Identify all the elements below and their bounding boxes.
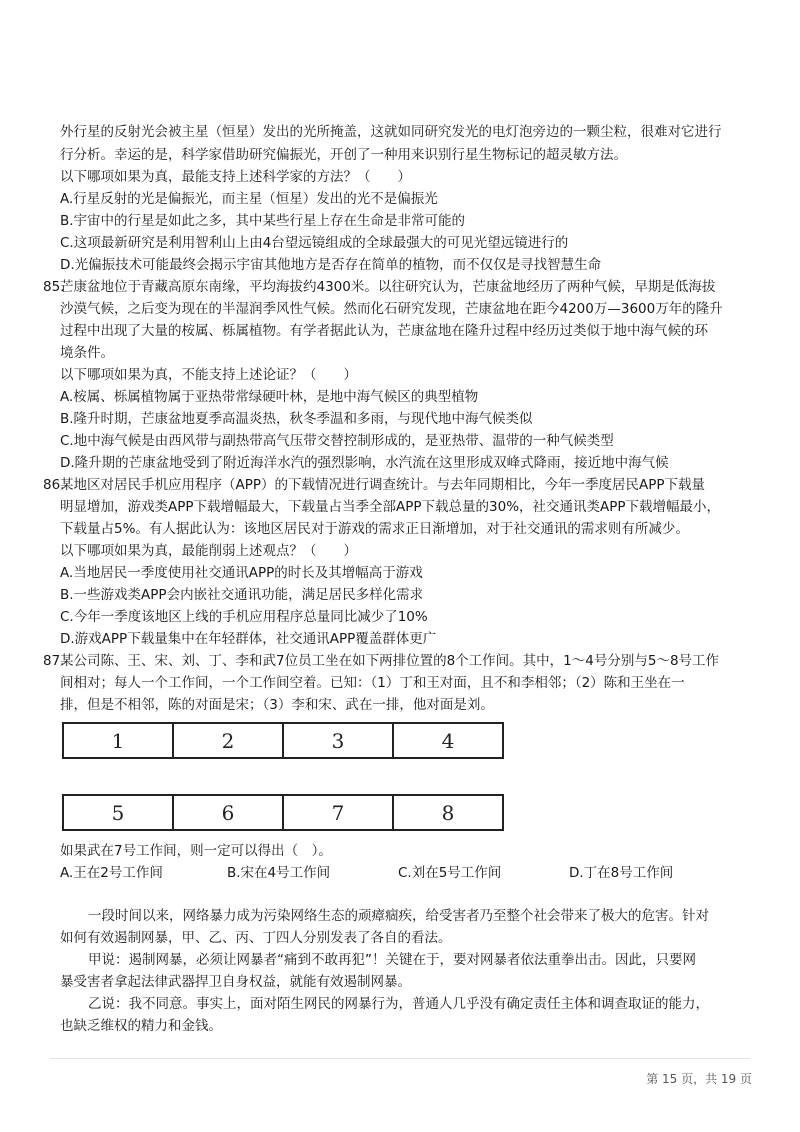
q85-prompt: 以下哪项如果为真，不能支持上述论证？（ ） [60,367,357,383]
q84-option-b: B.宇宙中的行星是如此之多，其中某些行星上存在生命是非常可能的 [60,213,466,229]
q86-option-d: D.游戏APP下载量集中在年轻群体，社交通讯APP覆盖群体更广 [60,631,437,647]
q87-text-line: 某公司陈、王、宋、刘、丁、李和武7位员工坐在如下两排位置的8个工作间。其中，1～4号分别与5～8号工作 [60,653,720,669]
workstation-cell: 5 [111,800,125,825]
q86-text-line: 下载量占5%。有人据此认为：该地区居民对于游戏的需求正日渐增加，对于社交通讯的需求则有所减少。 [60,521,689,537]
footer-divider [50,1058,750,1059]
q87-option-b: B.宋在4号工作间 [227,865,331,881]
q87-text-line: 排，但是不相邻，陈的对面是宋；（3）李和宋、武在一排，他对面是刘。 [60,697,494,713]
q87-option-a: A.王在2号工作间 [60,865,163,881]
workstation-cell: 1 [111,728,125,753]
page-number: 第 15 页，共 19 页 [646,1072,752,1086]
q85-option-a: A.桉属、栎属植物属于亚热带常绿硬叶林，是地中海气候区的典型植物 [60,389,479,405]
workstation-row-top [62,722,504,759]
q86-option-c: C.今年一季度该地区上线的手机应用程序总量同比减少了10% [60,609,428,625]
passage-line: 如何有效遏制网暴，甲、乙、丙、丁四人分别发表了各自的看法。 [60,930,452,946]
q84-text-line: 外行星的反射光会被主星（恒星）发出的光所掩盖，这就如同研究发光的电灯泡旁边的一颗尘粒，很难对它进行 [60,124,722,140]
q86-option-a: A.当地居民一季度使用社交通讯APP的时长及其增幅高于游戏 [60,565,423,581]
q84-option-a: A.行星反射的光是偏振光，而主星（恒星）发出的光不是偏振光 [60,191,438,207]
q85-option-b: B.隆升时期，芒康盆地夏季高温炎热，秋冬季温和多雨，与现代地中海气候类似 [60,411,533,427]
q86-text-line: 明显增加，游戏类APP下载增幅最大，下载量占当季全部APP下载总量的30%，社交通讯类APP下载增幅最小， [60,499,721,515]
passage-line: 暴受害者拿起法律武器捍卫自身权益，就能有效遏制网暴。 [60,974,411,990]
q87-option-d: D.丁在8号工作间 [569,865,674,881]
q87-number: 87. [43,653,65,669]
q85-option-c: C.地中海气候是由西风带与副热带高气压带交替控制形成的，是亚热带、温带的一种气候类型 [60,433,614,449]
q84-text-line: 行分析。幸运的是，科学家借助研究偏振光，开创了一种用来识别行星生物标记的超灵敏方法。 [60,147,627,163]
q84-prompt: 以下哪项如果为真，最能支持上述科学家的方法？（ ） [60,169,411,185]
workstation-cell: 2 [172,724,282,757]
q84-option-d: D.光偏振技术可能最终会揭示宇宙其他地方是否存在简单的植物，而不仅仅是寻找智慧生命 [60,257,602,273]
q86-prompt: 以下哪项如果为真，最能削弱上述观点？（ ） [60,543,357,559]
q84-option-c: C.这项最新研究是利用智利山上由4台望远镜组成的全球最强大的可见光望远镜进行的 [60,235,569,251]
passage-line: 也缺乏维权的精力和金钱。 [60,1018,222,1034]
q85-text-line: 芒康盆地位于青藏高原东南缘，平均海拔约4300米。以往研究认为，芒康盆地经历了两种气候，早期是低海拔 [60,279,716,295]
q87-text-line: 间相对；每人一个工作间，一个工作间空着。已知：（1）丁和王对面，且不和李相邻；（2）陈和王坐在一 [60,675,685,691]
q85-number: 85. [43,279,65,295]
workstation-cell: 3 [282,724,392,757]
q85-text-line: 沙漠气候，之后变为现在的半湿润季风性气候。然而化石研究发现，芒康盆地在距今4200万—3600万年的隆升 [60,301,723,317]
workstation-cell: 6 [172,796,282,829]
q87-option-c: C.刘在5号工作间 [398,865,502,881]
q86-text-line: 某地区对居民手机应用程序（APP）的下载情况进行调查统计。与去年同期相比，今年一季度居民APP下载量 [60,477,706,493]
passage-line: 甲说：遏制网暴，必须让网暴者“痛到不敢再犯”！关键在于，要对网暴者依法重拳出击。因此，只要网 [88,952,696,968]
workstation-cell: 8 [392,796,502,829]
workstation-cell: 7 [282,796,392,829]
q85-option-d: D.隆升期的芒康盆地受到了附近海洋水汽的强烈影响，水汽流在这里形成双峰式降雨，接近地中海气候 [60,455,669,471]
q87-prompt: 如果武在7号工作间，则一定可以得出（ ）。 [60,843,332,859]
passage-line: 一段时间以来，网络暴力成为污染网络生态的顽瘴痼疾，给受害者乃至整个社会带来了极大的危害。针对 [88,908,709,924]
q85-text-line: 境条件。 [60,345,114,361]
q85-text-line: 过程中出现了大量的桉属、栎属植物。有学者据此认为，芒康盆地在隆升过程中经历过类似于地中海气候的环 [60,323,708,339]
passage-line: 乙说：我不同意。事实上，面对陌生网民的网暴行为，普通人几乎没有确定责任主体和调查取证的能力， [88,996,709,1012]
q86-number: 86. [43,477,65,493]
workstation-cell: 4 [392,724,502,757]
workstation-row-bottom [62,794,504,831]
q86-option-b: B.一些游戏类APP会内嵌社交通讯功能，满足居民多样化需求 [60,587,424,603]
